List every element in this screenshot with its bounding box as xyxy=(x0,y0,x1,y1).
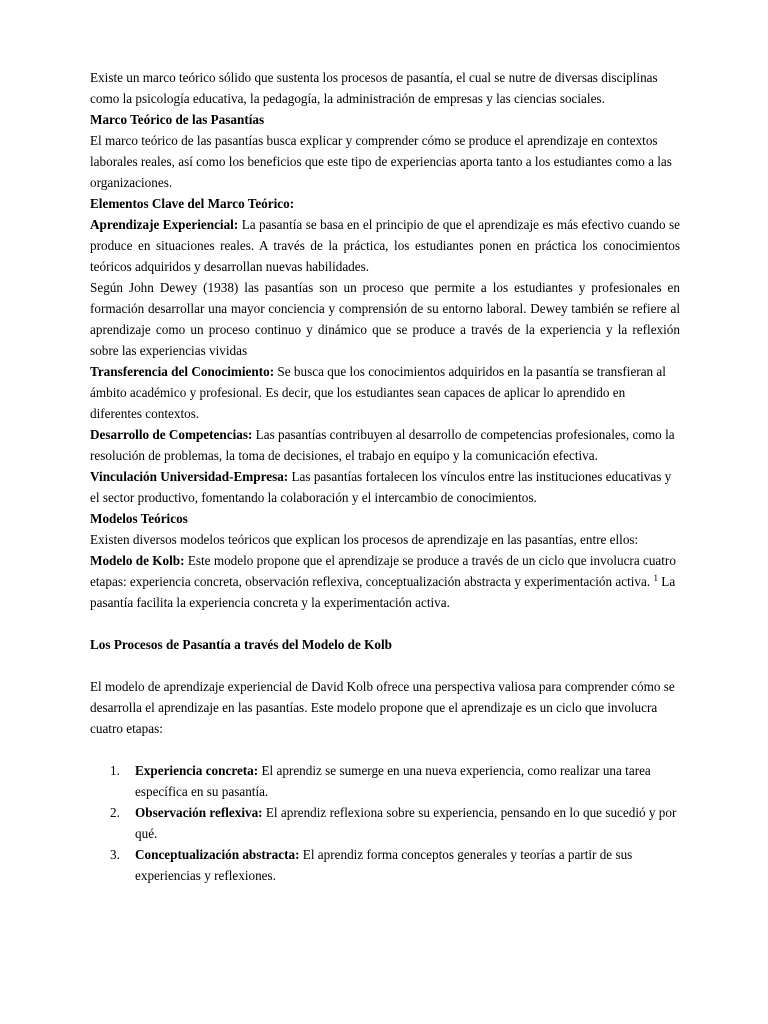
marco-paragraph: El marco teórico de las pasantías busca explicar y comprender cómo se produce el aprendizaje en contextos laborales reales, así como los beneficios que este tipo de experiencias aporta tanto a los estudiantes como a las organizaciones. xyxy=(90,133,672,190)
transferencia-paragraph: Transferencia del Conocimiento: Se busca que los conocimientos adquiridos en la pasantía se transfieran al ámbito académico y profesional. Es decir, que los estudiantes sean capaces de aplicar lo aprendido en diferentes contextos. xyxy=(90,364,666,421)
intro-paragraph: Existe un marco teórico sólido que sustenta los procesos de pasantía, el cual se nutre de diversas disciplinas como la psicología educativa, la pedagogía, la administración de empresas y las ciencias sociales. xyxy=(90,70,658,106)
kolb-label: Modelo de Kolb: xyxy=(90,553,185,568)
desarrollo-paragraph: Desarrollo de Competencias: Las pasantías contribuyen al desarrollo de competencias profesionales, como la resolución de problemas, la toma de decisiones, el trabajo en equipo y la comunicación efectiva. xyxy=(90,427,675,463)
heading-modelos-teoricos: Modelos Teóricos xyxy=(90,511,188,526)
footnote-reference[interactable]: 1 xyxy=(653,573,658,583)
document-body xyxy=(90,67,680,886)
heading-marco-teorico: Marco Teórico de las Pasantías xyxy=(90,112,265,127)
list-item: 2. Observación reflexiva: El aprendiz reflexiona sobre su experiencia, pensando en lo que sucedió y por qué. xyxy=(110,805,677,841)
kolb-paragraph: Modelo de Kolb: Este modelo propone que el aprendizaje se produce a través de un ciclo que involucra cuatro etapas: experiencia concreta, observación reflexiva, conceptualización abstracta y experimentación activa. $^1$ La pasantía facilita la experiencia concreta y la experimentación activa. xyxy=(90,553,676,610)
kolb-intro-paragraph: El modelo de aprendizaje experiencial de David Kolb ofrece una perspectiva valiosa para comprender cómo se desarrolla el aprendizaje en las pasantías. Este modelo propone que el aprendizaje es un ciclo que involucra cuatro etapas: xyxy=(90,679,675,736)
dewey-paragraph: Según John Dewey (1938) las pasantías son un proceso que permite a los estudiantes y profesionales en formación desarrollar una mayor conciencia y comprensión de su entorno laboral. Dewey también se refiere al aprendizaje como un proceso continuo y dinámico que se produce a través de la experiencia y la reflexión sobre las experiencias vividas xyxy=(90,280,680,358)
desarrollo-label: Desarrollo de Competencias: xyxy=(90,427,253,442)
transferencia-label: Transferencia del Conocimiento: xyxy=(90,364,275,379)
modelos-paragraph: Existen diversos modelos teóricos que explican los procesos de aprendizaje en las pasantías, entre ellos: xyxy=(90,532,639,547)
kolb-stages-list xyxy=(90,760,680,886)
list-item: 1. Experiencia concreta: El aprendiz se sumerge en una nueva experiencia, como realizar una tarea específica en su pasantía. xyxy=(110,763,651,799)
list-item: 3. Conceptualización abstracta: El aprendiz forma conceptos generales y teorías a partir de sus experiencias y reflexiones. xyxy=(110,847,633,883)
vinculacion-paragraph: Vinculación Universidad-Empresa: Las pasantías fortalecen los vínculos entre las instituciones educativas y el sector productivo, fomentando la colaboración y el intercambio de conocimientos. xyxy=(90,469,672,505)
vinculacion-label: Vinculación Universidad-Empresa: xyxy=(90,469,289,484)
heading-procesos-kolb: Los Procesos de Pasantía a través del Modelo de Kolb xyxy=(90,637,392,652)
aprendizaje-experiencial-paragraph: Aprendizaje Experiencial: La pasantía se basa en el principio de que el aprendizaje es más efectivo cuando se produce en situaciones reales. A través de la práctica, los estudiantes ponen en práctica los conocimientos teóricos adquiridos y desarrollan nuevas habilidades. xyxy=(90,217,680,274)
heading-elementos-clave: Elementos Clave del Marco Teórico: xyxy=(90,196,295,211)
aprendizaje-label: Aprendizaje Experiencial: xyxy=(90,217,239,232)
